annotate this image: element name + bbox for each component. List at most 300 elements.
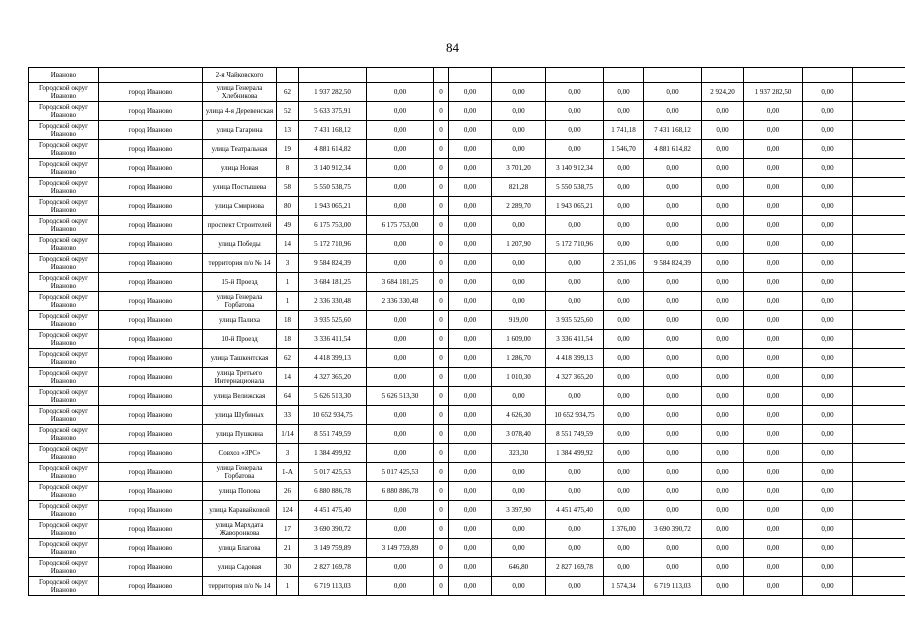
table-cell: 0,00 [744, 501, 803, 520]
table-cell: 0 [434, 539, 449, 558]
table-cell: 0,00 [546, 102, 604, 121]
table-cell: 0,00 [644, 330, 702, 349]
table-cell: 0,00 [546, 482, 604, 501]
table-cell: Городской округ Иваново [29, 311, 99, 330]
table-cell-empty [853, 558, 905, 577]
table-cell: Городской округ Иваново [29, 539, 99, 558]
table-cell: 0,00 [644, 501, 702, 520]
table-cell: 1 [277, 273, 299, 292]
table-cell: 0,00 [449, 501, 492, 520]
table-cell: город Иваново [99, 387, 203, 406]
table-cell: 80 [277, 197, 299, 216]
table-cell: 0,00 [492, 520, 546, 539]
table-cell: 0,00 [644, 349, 702, 368]
table-cell: 0,00 [449, 349, 492, 368]
table-cell: улица Третьего Интернационала [203, 368, 277, 387]
table-cell: 0,00 [744, 235, 803, 254]
table-cell: 0,00 [604, 539, 644, 558]
table-cell: 0,00 [492, 83, 546, 102]
table-cell: 0,00 [367, 349, 434, 368]
table-cell: 1-А [277, 463, 299, 482]
table-cell: 5 626 513,30 [367, 387, 434, 406]
table-cell-empty [853, 444, 905, 463]
table-cell: 0 [434, 444, 449, 463]
table-cell: 0,00 [449, 83, 492, 102]
table-cell [604, 68, 644, 83]
table-cell: 0,00 [803, 102, 853, 121]
table-cell: 0,00 [367, 83, 434, 102]
table-cell: 0,00 [367, 197, 434, 216]
table-cell: город Иваново [99, 121, 203, 140]
table-cell: 2 289,70 [492, 197, 546, 216]
table-cell: 0 [434, 463, 449, 482]
table-cell: 4 418 399,13 [546, 349, 604, 368]
table-cell: 0 [434, 482, 449, 501]
table-cell: 0,00 [744, 121, 803, 140]
table-cell: 0 [434, 216, 449, 235]
table-cell: 0,00 [546, 216, 604, 235]
table-cell: 3 [277, 254, 299, 273]
table-cell: 323,30 [492, 444, 546, 463]
table-cell: 0,00 [449, 330, 492, 349]
table-cell: 0,00 [644, 235, 702, 254]
table-cell [803, 68, 853, 83]
table-cell: 0,00 [604, 349, 644, 368]
table-cell: 821,28 [492, 178, 546, 197]
table-cell: 0,00 [803, 159, 853, 178]
table-cell: 0,00 [644, 311, 702, 330]
table-cell: город Иваново [99, 368, 203, 387]
table-cell: 0,00 [702, 197, 744, 216]
table-cell: Городской округ Иваново [29, 216, 99, 235]
table-cell: 0,00 [702, 140, 744, 159]
table-cell: 0,00 [702, 159, 744, 178]
table-cell: 0,00 [492, 273, 546, 292]
table-cell: 0,00 [803, 178, 853, 197]
table-cell: 3 935 525,60 [299, 311, 367, 330]
table-cell: 8 551 749,59 [299, 425, 367, 444]
table-cell-empty [853, 349, 905, 368]
table-cell: 0,00 [744, 368, 803, 387]
table-cell: 10-й Проезд [203, 330, 277, 349]
table-cell: 0,00 [744, 349, 803, 368]
table-cell: 0,00 [449, 273, 492, 292]
table-cell: 30 [277, 558, 299, 577]
table-cell-empty [853, 501, 905, 520]
table-cell: 0,00 [492, 387, 546, 406]
table-cell: 0 [434, 178, 449, 197]
table-cell: 0,00 [702, 577, 744, 596]
table-cell: 0,00 [644, 425, 702, 444]
table-cell: 4 626,30 [492, 406, 546, 425]
table-cell: город Иваново [99, 501, 203, 520]
table-cell: 0 [434, 83, 449, 102]
table-cell: Городской округ Иваново [29, 292, 99, 311]
table-cell: 0,00 [492, 292, 546, 311]
table-cell: 0 [434, 140, 449, 159]
table-cell: 0,00 [744, 159, 803, 178]
table-cell: 0,00 [702, 121, 744, 140]
table-cell: 5 626 513,30 [299, 387, 367, 406]
table-cell: 0 [434, 254, 449, 273]
table-cell: 0,00 [449, 539, 492, 558]
table-cell: 0,00 [604, 501, 644, 520]
table-cell: 0,00 [546, 254, 604, 273]
table-cell: 0,00 [803, 463, 853, 482]
table-cell: 0,00 [803, 482, 853, 501]
table-cell: 9 584 824,39 [299, 254, 367, 273]
table-cell: 3 684 181,25 [367, 273, 434, 292]
table-cell: 0,00 [449, 387, 492, 406]
table-cell: 0,00 [644, 178, 702, 197]
table-cell: 0,00 [367, 520, 434, 539]
table-cell: 4 881 614,82 [299, 140, 367, 159]
table-cell [546, 68, 604, 83]
table-cell: 0,00 [744, 330, 803, 349]
table-cell: 0,00 [702, 178, 744, 197]
table-cell: 0,00 [449, 482, 492, 501]
table-cell: Городской округ Иваново [29, 235, 99, 254]
table-cell: 0,00 [604, 463, 644, 482]
table-cell: город Иваново [99, 330, 203, 349]
table-cell: 0,00 [492, 577, 546, 596]
table-cell: 0,00 [492, 463, 546, 482]
table-cell: проспект Строителей [203, 216, 277, 235]
table-cell: 0,00 [744, 140, 803, 159]
table-cell: 0,00 [367, 159, 434, 178]
table-cell: 0,00 [702, 311, 744, 330]
table-cell: 0,00 [744, 216, 803, 235]
table-cell: 0,00 [744, 463, 803, 482]
table-cell: 0,00 [604, 311, 644, 330]
table-cell: город Иваново [99, 216, 203, 235]
table-cell: 0,00 [803, 273, 853, 292]
table-row [29, 68, 905, 83]
table-cell: 0,00 [604, 330, 644, 349]
table-cell: 0,00 [803, 577, 853, 596]
table-cell: 0,00 [644, 539, 702, 558]
table-cell [299, 68, 367, 83]
table-cell: 1 943 065,21 [546, 197, 604, 216]
table-cell: 8 551 749,59 [546, 425, 604, 444]
table-cell: 1 [277, 292, 299, 311]
table-cell: Городской округ Иваново [29, 444, 99, 463]
table-cell [434, 68, 449, 83]
table-cell: Городской округ Иваново [29, 577, 99, 596]
table-cell: 0,00 [492, 121, 546, 140]
table-row [29, 102, 905, 121]
table-cell: 0,00 [604, 406, 644, 425]
table-cell: город Иваново [99, 444, 203, 463]
table-cell: 3 690 390,72 [644, 520, 702, 539]
table-cell: 4 451 475,40 [299, 501, 367, 520]
table-cell: 33 [277, 406, 299, 425]
table-cell: город Иваново [99, 159, 203, 178]
table-cell: Городской округ Иваново [29, 330, 99, 349]
table-cell-empty [853, 539, 905, 558]
table-cell: улица Новая [203, 159, 277, 178]
table-cell-empty [853, 121, 905, 140]
table-cell: Городской округ Иваново [29, 368, 99, 387]
table-cell: 0,00 [744, 577, 803, 596]
table-cell: Городской округ Иваново [29, 501, 99, 520]
table-cell: 1 937 282,50 [299, 83, 367, 102]
table-cell: 1 384 499,92 [546, 444, 604, 463]
table-row [29, 330, 905, 349]
table-cell: 0,00 [604, 387, 644, 406]
table-cell: 0,00 [803, 539, 853, 558]
table-cell: 0,00 [803, 349, 853, 368]
table-cell-empty [853, 520, 905, 539]
table-cell: 0,00 [644, 216, 702, 235]
table-cell: 0,00 [546, 463, 604, 482]
table-cell: 0,00 [449, 520, 492, 539]
table-row [29, 311, 905, 330]
table-cell: 26 [277, 482, 299, 501]
table-row [29, 444, 905, 463]
table-cell-empty [853, 425, 905, 444]
table-cell: 0,00 [367, 102, 434, 121]
table-cell: 2 827 169,78 [299, 558, 367, 577]
table-cell: территория п/о № 14 [203, 254, 277, 273]
table-cell: 0,00 [702, 273, 744, 292]
table-row [29, 235, 905, 254]
table-row [29, 425, 905, 444]
table-cell-empty [853, 140, 905, 159]
table-cell: территория п/о № 14 [203, 577, 277, 596]
table-cell: 5 633 375,91 [299, 102, 367, 121]
table-cell-empty [853, 368, 905, 387]
table-cell: 0,00 [604, 197, 644, 216]
table-cell: 0,00 [644, 292, 702, 311]
table-cell: 0,00 [492, 216, 546, 235]
table-cell: 0,00 [604, 273, 644, 292]
table-cell: 4 327 365,20 [299, 368, 367, 387]
table-cell: улица Палиха [203, 311, 277, 330]
table-cell: 0,00 [367, 235, 434, 254]
table-cell-empty [853, 311, 905, 330]
table-cell: 0,00 [744, 254, 803, 273]
table-cell: 8 [277, 159, 299, 178]
table-cell: 1 376,00 [604, 520, 644, 539]
table-cell: Городской округ Иваново [29, 197, 99, 216]
table-cell-empty [853, 159, 905, 178]
table-cell: 1 609,00 [492, 330, 546, 349]
table-cell: 3 149 759,89 [299, 539, 367, 558]
table-cell: 0,00 [702, 292, 744, 311]
table-cell: 0,00 [803, 387, 853, 406]
table-cell [702, 68, 744, 83]
table-cell: город Иваново [99, 140, 203, 159]
table-cell [277, 68, 299, 83]
table-cell: 0,00 [449, 121, 492, 140]
table-cell: 0,00 [546, 292, 604, 311]
table-cell: 0,00 [546, 387, 604, 406]
table-cell: 0,00 [546, 273, 604, 292]
table-cell [492, 68, 546, 83]
table-cell: 0,00 [744, 425, 803, 444]
table-cell: 0,00 [604, 83, 644, 102]
table-cell: улица Ташкентская [203, 349, 277, 368]
table-cell: 52 [277, 102, 299, 121]
table-body [29, 68, 905, 596]
table-cell: 10 652 934,75 [299, 406, 367, 425]
table-cell: Городской округ Иваново [29, 273, 99, 292]
table-cell-empty [853, 216, 905, 235]
table-cell: 0,00 [702, 102, 744, 121]
table-cell: 0,00 [744, 102, 803, 121]
table-cell: 0,00 [644, 102, 702, 121]
table-cell: 0 [434, 330, 449, 349]
table-cell: 3 397,90 [492, 501, 546, 520]
table-cell-empty [853, 102, 905, 121]
table-cell: 0,00 [367, 121, 434, 140]
table-cell-empty [853, 273, 905, 292]
table-cell: 0,00 [367, 406, 434, 425]
table-cell: 0,00 [744, 520, 803, 539]
table-cell: улица Садовая [203, 558, 277, 577]
table-row [29, 216, 905, 235]
table-cell: 0,00 [803, 520, 853, 539]
table-row [29, 178, 905, 197]
table-cell: 6 175 753,00 [367, 216, 434, 235]
table-cell: 2-я Чайковского [203, 68, 277, 83]
table-cell: город Иваново [99, 311, 203, 330]
table-cell: 0,00 [744, 311, 803, 330]
table-cell-empty [853, 197, 905, 216]
table-cell: 0,00 [604, 178, 644, 197]
table-cell: 0,00 [492, 539, 546, 558]
table-cell: 15-й Проезд [203, 273, 277, 292]
table-cell: улица Попова [203, 482, 277, 501]
table-cell: город Иваново [99, 425, 203, 444]
table-cell: 3 336 411,54 [299, 330, 367, 349]
table-cell: 0,00 [449, 368, 492, 387]
table-cell: город Иваново [99, 235, 203, 254]
table-cell: город Иваново [99, 349, 203, 368]
table-cell: 0,00 [702, 216, 744, 235]
table-cell: 0 [434, 102, 449, 121]
table-cell-empty [853, 292, 905, 311]
table-cell [449, 68, 492, 83]
table-cell: 0,00 [702, 349, 744, 368]
table-cell: 18 [277, 311, 299, 330]
table-cell: 0,00 [492, 254, 546, 273]
table-cell: улица Пушкина [203, 425, 277, 444]
table-cell: 1/14 [277, 425, 299, 444]
table-cell: 3 [277, 444, 299, 463]
table-cell: 0 [434, 121, 449, 140]
table-cell: 0 [434, 577, 449, 596]
table-cell: 4 327 365,20 [546, 368, 604, 387]
table-row [29, 558, 905, 577]
table-cell: 0 [434, 235, 449, 254]
table-cell: 0,00 [367, 368, 434, 387]
table-cell: 0,00 [449, 311, 492, 330]
table-cell: 1 546,70 [604, 140, 644, 159]
table-cell: город Иваново [99, 102, 203, 121]
table-cell: 0,00 [449, 292, 492, 311]
table-cell: 2 924,20 [702, 83, 744, 102]
table-cell-empty [853, 83, 905, 102]
table-cell: улица Театральная [203, 140, 277, 159]
table-cell: город Иваново [99, 539, 203, 558]
table-cell: 0,00 [604, 235, 644, 254]
repair-register-table [28, 67, 905, 596]
table-cell: 0,00 [644, 387, 702, 406]
table-cell: 0,00 [803, 121, 853, 140]
table-cell: 0,00 [367, 178, 434, 197]
table-cell: 4 451 475,40 [546, 501, 604, 520]
table-cell: 0,00 [644, 444, 702, 463]
table-cell: 0,00 [803, 197, 853, 216]
table-cell: 5 017 425,53 [367, 463, 434, 482]
table-row [29, 292, 905, 311]
table-cell: 5 172 710,96 [299, 235, 367, 254]
table-cell: Городской округ Иваново [29, 140, 99, 159]
table-cell: город Иваново [99, 577, 203, 596]
table-cell: 18 [277, 330, 299, 349]
table-cell: 0,00 [644, 406, 702, 425]
table-cell: 0,00 [803, 425, 853, 444]
table-cell: 0,00 [803, 254, 853, 273]
table-cell: 0,00 [803, 444, 853, 463]
table-cell: 0,00 [492, 140, 546, 159]
table-cell: 0,00 [702, 387, 744, 406]
table-cell: 0,00 [546, 520, 604, 539]
table-cell: 0,00 [744, 482, 803, 501]
table-cell: 17 [277, 520, 299, 539]
table-row [29, 197, 905, 216]
table-cell: 0,00 [702, 558, 744, 577]
table-cell: 5 550 538,75 [546, 178, 604, 197]
table-cell: 0,00 [546, 83, 604, 102]
table-cell: 0,00 [604, 368, 644, 387]
table-cell: 0,00 [644, 197, 702, 216]
table-cell: 2 336 330,48 [367, 292, 434, 311]
table-cell: 21 [277, 539, 299, 558]
table-cell: 0,00 [744, 197, 803, 216]
table-cell-empty [853, 482, 905, 501]
table-cell: 0,00 [702, 406, 744, 425]
table-row [29, 501, 905, 520]
table-cell [644, 68, 702, 83]
table-cell: 0,00 [367, 311, 434, 330]
table-cell: 0,00 [644, 368, 702, 387]
table-row [29, 539, 905, 558]
table-cell: 0,00 [604, 159, 644, 178]
table-cell: город Иваново [99, 197, 203, 216]
table-cell: 0,00 [449, 235, 492, 254]
table-cell: 0,00 [744, 558, 803, 577]
table-cell: 0,00 [449, 558, 492, 577]
table-cell: 0,00 [702, 482, 744, 501]
table-cell: 0,00 [803, 501, 853, 520]
table-row [29, 83, 905, 102]
table-cell: Иваново [29, 68, 99, 83]
table-cell: 3 690 390,72 [299, 520, 367, 539]
table-cell: улица Велижская [203, 387, 277, 406]
table-cell: 1 [277, 577, 299, 596]
table-cell: 0,00 [449, 178, 492, 197]
table-row [29, 273, 905, 292]
table-cell: 0,00 [604, 558, 644, 577]
table-cell: город Иваново [99, 83, 203, 102]
table-row [29, 159, 905, 178]
table-cell: 0 [434, 501, 449, 520]
table-cell: 5 172 710,96 [546, 235, 604, 254]
table-cell: 4 418 399,13 [299, 349, 367, 368]
